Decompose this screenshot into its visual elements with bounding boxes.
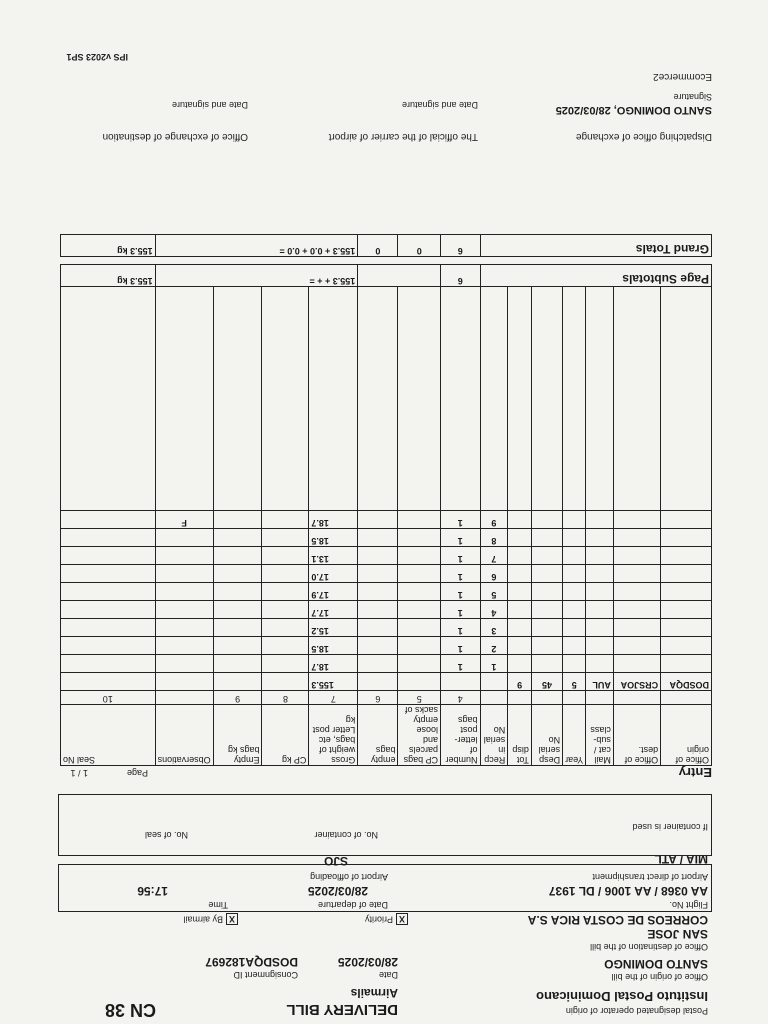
time-label: Time: [208, 900, 228, 910]
seal-no-label: No. of seal: [144, 830, 188, 840]
consignment-id: DOSDQA182697: [205, 955, 298, 969]
bill-date: 28/03/2025: [337, 955, 398, 969]
carrier-signature: Date and signature: [401, 100, 478, 110]
grand-expression: 155.3 + 0.0 + 0.0 =: [155, 235, 358, 257]
recp-serial: 7: [480, 547, 508, 565]
letter-weight: 18.7: [309, 655, 358, 673]
dispatch-tot: 9: [508, 673, 532, 691]
letter-weight: 18.5: [309, 637, 358, 655]
table-row: [61, 565, 712, 583]
entry-table: [60, 234, 712, 766]
grand-empty: 0: [358, 235, 398, 257]
table-row: [61, 583, 712, 601]
flight-number: AA 0368 / AA 1006 / DL 1937: [548, 884, 708, 898]
priority-option: [365, 913, 408, 925]
dispatch-serial: 45: [531, 673, 562, 691]
dest-operator: CORREOS DE COSTA RICA S.A: [527, 913, 708, 927]
column-number: 5: [398, 691, 441, 705]
col-cp-kg: CP kg: [262, 705, 309, 766]
letter-weight: 17.9: [309, 583, 358, 601]
col-letter-bags: [440, 705, 480, 766]
recp-serial: 5: [480, 583, 508, 601]
table-row: [61, 529, 712, 547]
form-subtitle: Airmails: [350, 986, 398, 1000]
origin-label: Office of origin of the bill: [611, 972, 708, 982]
column-number-row: [61, 691, 712, 705]
table-row: [61, 511, 712, 529]
container-box: [58, 794, 712, 856]
recp-serial: 4: [480, 601, 508, 619]
col-desp-serial: Desp serial No: [531, 705, 562, 766]
col-observations: Observations: [155, 705, 213, 766]
letter-bags: 1: [440, 583, 480, 601]
col-cp-bags: CP bags parcels and loose empty sacks of: [398, 705, 441, 766]
transhipment-label: Airport of direct transhipment: [592, 872, 708, 882]
col-recp-serial: Recp in serial No: [480, 705, 508, 766]
subtotals-label: Page Subtotals: [480, 265, 711, 287]
form-title: DELIVERY BILL: [286, 1001, 398, 1018]
column-number: 8: [262, 691, 309, 705]
departure-time: 17:56: [137, 884, 168, 898]
priority-label: Priority: [364, 914, 393, 925]
airmail-label: By airmail: [183, 914, 223, 925]
dest-office: SAN JOSE: [647, 927, 708, 941]
subtotals-total: 155.3 kg: [61, 265, 156, 287]
dispatch-letter-total: 155.3: [309, 673, 358, 691]
priority-checkbox: X: [396, 913, 408, 925]
letter-bags: 1: [440, 619, 480, 637]
column-number: 7: [309, 691, 358, 705]
recp-serial: 1: [480, 655, 508, 673]
col-seal-no: Seal No: [61, 705, 156, 766]
dest-label: Office of destination of the bill: [590, 942, 708, 952]
observation: F: [155, 511, 213, 529]
col-empty-bags: empty bags: [358, 705, 398, 766]
airmail-option: [183, 913, 238, 925]
letter-kg-label: Letter post kg: [312, 715, 356, 735]
column-number: 9: [213, 691, 262, 705]
table-row: [61, 637, 712, 655]
letter-weight: 15.2: [309, 619, 358, 637]
letter-weight: 18.5: [309, 529, 358, 547]
recp-serial: 9: [480, 511, 508, 529]
container-used-label: If container is used: [632, 822, 708, 832]
recp-serial: 6: [480, 565, 508, 583]
column-number: 6: [358, 691, 398, 705]
grand-totals-row: [61, 235, 712, 257]
letter-bags: 1: [440, 565, 480, 583]
letter-bags: 1: [440, 511, 480, 529]
departure-label: Date of departure: [317, 900, 388, 910]
col-office-origin: Office of origin: [661, 705, 712, 766]
carrier-label: The official of the carrier of airport: [328, 131, 478, 142]
dispatch-row: [61, 673, 712, 691]
table-row: [61, 601, 712, 619]
letter-weight: 13.1: [309, 547, 358, 565]
entry-title: Entry: [678, 765, 712, 780]
letter-bags: 1: [440, 529, 480, 547]
gross-weight-label: Gross weight of bags, etc: [318, 735, 356, 765]
subtotals-expression: 155.3 + + =: [155, 265, 358, 287]
col-mail-cat: Mail cat / sub-class: [586, 705, 614, 766]
col-year: Year: [563, 705, 586, 766]
signature-label: Signature: [673, 92, 712, 102]
page-number: 1 / 1: [70, 768, 88, 778]
column-number: 4: [440, 691, 480, 705]
recp-serial: 8: [480, 529, 508, 547]
airmail-checkbox: X: [226, 913, 238, 925]
recp-serial: 2: [480, 637, 508, 655]
form-code: CN 38: [104, 1000, 156, 1020]
signature-name: Ecommerce2: [653, 71, 712, 82]
container-no-label: No. of container: [314, 830, 378, 840]
dispatch-year: 5: [563, 673, 586, 691]
transhipment-airport: MIA / ATL: [654, 852, 708, 866]
col-letter-kg: [309, 705, 358, 766]
dispatching-label: Dispatching office of exchange: [575, 131, 712, 142]
operator-label: Postal designated operator of origin: [565, 1006, 708, 1016]
header-row: [61, 705, 712, 766]
col-tot-disp: Tot disp: [508, 705, 532, 766]
letter-weight: 18.7: [309, 511, 358, 529]
page-label: Page: [126, 768, 148, 778]
flight-label: Flight No.: [669, 900, 708, 910]
table-row: [61, 619, 712, 637]
table-row: [61, 655, 712, 673]
grand-cp: 0: [398, 235, 441, 257]
subtotals-bags: 6: [440, 265, 480, 287]
letter-bags-label: letter-post bags: [454, 715, 478, 745]
letter-bags: 1: [440, 637, 480, 655]
grand-bags: 6: [440, 235, 480, 257]
origin-office: SANTO DOMINGO: [604, 957, 708, 971]
blank-area: [61, 287, 712, 511]
letter-bags: 1: [440, 655, 480, 673]
letter-weight: 17.7: [309, 601, 358, 619]
offloading-airport: SJO: [323, 854, 348, 868]
dispatch-dest: CRSJOA: [613, 673, 660, 691]
form-version: IPS v2023 SP1: [66, 52, 128, 62]
dispatching-office: SANTO DOMINGO, 28/03/2025: [555, 104, 712, 116]
operator-name: Instituto Postal Dominicano: [536, 989, 708, 1004]
letter-weight: 17.0: [309, 565, 358, 583]
letter-bags: 1: [440, 547, 480, 565]
table-row: [61, 547, 712, 565]
dest-exchange-label: Office of exchange of destination: [102, 131, 248, 142]
subtotals-row: [61, 265, 712, 287]
date-label: Date: [378, 970, 398, 980]
dispatch-cat: AUL: [586, 673, 614, 691]
number-of-label: Number of: [445, 745, 478, 765]
consignment-label: Consignment ID: [233, 970, 298, 980]
dispatch-origin: DOSDQA: [661, 673, 712, 691]
col-office-dest: Office of dest.: [613, 705, 660, 766]
grand-totals-label: Grand Totals: [480, 235, 711, 257]
departure-date: 28/03/2025: [307, 884, 368, 898]
dest-signature: Date and signature: [171, 100, 248, 110]
grand-total: 155.3 kg: [61, 235, 156, 257]
col-empty-kg: Empty bags kg: [213, 705, 262, 766]
letter-bags: 1: [440, 601, 480, 619]
recp-serial: 3: [480, 619, 508, 637]
column-number: 10: [61, 691, 156, 705]
offloading-label: Airport of offloading: [310, 872, 388, 882]
